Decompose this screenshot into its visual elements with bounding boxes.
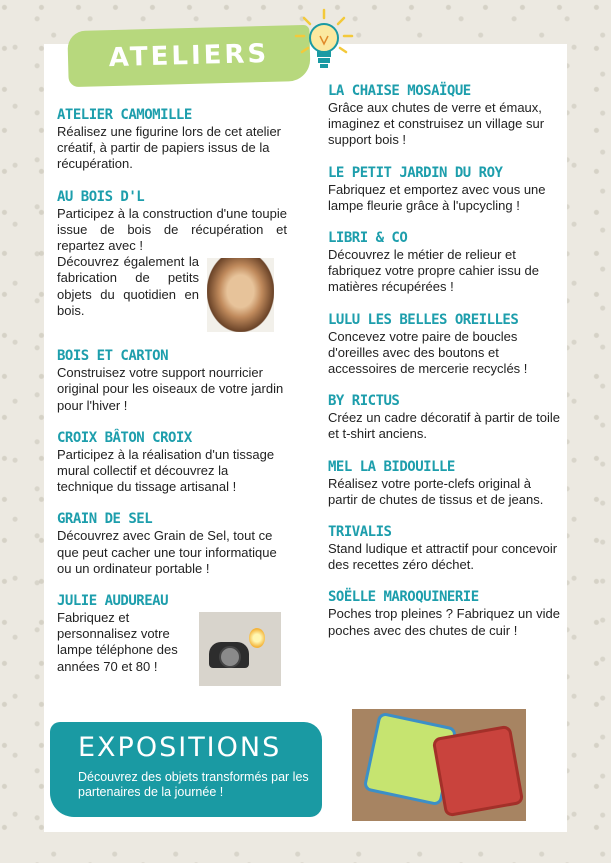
telephone-lamp-photo bbox=[199, 612, 281, 686]
atelier-name: MEL LA BIDOUILLE bbox=[328, 458, 455, 475]
atelier-description: Participez à la construction d'une toupie issue de bois de récupération et repartez avec ! bbox=[57, 205, 287, 254]
atelier-name: LA CHAISE MOSAÏQUE bbox=[328, 83, 471, 99]
atelier-description: Participez à la réalisation d'un tissage mural collectif et découvrez la technique du tissage artisanal ! bbox=[57, 446, 275, 495]
wooden-bowl-photo bbox=[207, 258, 274, 332]
atelier-name: JULIE AUDUREAU bbox=[57, 593, 169, 610]
atelier-description: Stand ludique et attractif pour concevoir des recettes zéro déchet. bbox=[328, 541, 558, 573]
atelier-libri-and-co bbox=[328, 230, 560, 296]
atelier-name: CROIX BÂTON CROIX bbox=[57, 429, 192, 446]
atelier-la-chaise-mosaique bbox=[328, 83, 560, 149]
atelier-au-bois-dl bbox=[57, 189, 287, 333]
atelier-croix-baton-croix bbox=[57, 430, 287, 496]
atelier-description: Découvrez avec Grain de Sel, tout ce que peut cacher une tour informatique ou un ordinateur portable ! bbox=[57, 528, 277, 576]
atelier-by-rictus bbox=[328, 393, 560, 442]
atelier-description: Fabriquez et emportez avec vous une lampe fleurie grâce à l'upcycling ! bbox=[328, 181, 546, 213]
atelier-description: Créez un cadre décoratif à partir de toile et t-shirt anciens. bbox=[328, 410, 560, 442]
atelier-name: TRIVALIS bbox=[328, 524, 392, 541]
atelier-description: Réalisez votre porte-clefs original à partir de chutes de tissus et de jeans. bbox=[328, 475, 544, 507]
page-title: ATELIERS bbox=[108, 38, 270, 74]
atelier-description: Concevez votre paire de boucles d'oreilles avec des boutons et accessoires de mercerie recyclés ! bbox=[328, 328, 528, 377]
atelier-name: SOËLLE MAROQUINERIE bbox=[328, 589, 479, 606]
atelier-le-petit-jardin-du-roy bbox=[328, 165, 560, 214]
lightbulb-icon bbox=[292, 6, 356, 76]
atelier-name: AU BOIS D'L bbox=[57, 188, 145, 205]
expositions-text: Découvrez des objets transformés par les partenaires de la journée ! bbox=[78, 770, 309, 799]
atelier-bois-et-carton bbox=[57, 348, 287, 414]
ateliers-left-column bbox=[57, 107, 287, 702]
atelier-lulu-les-belles-oreilles bbox=[328, 312, 560, 378]
atelier-camomille bbox=[57, 107, 287, 173]
atelier-description: Découvrez le métier de relieur et fabriquez votre propre cahier issu de matières récupérées ! bbox=[328, 247, 540, 295]
expositions-title: EXPOSITIONS bbox=[78, 732, 282, 763]
atelier-julie-audureau bbox=[57, 593, 287, 686]
atelier-description: Réalisez une figurine lors de cet atelier créatif, à partir de papiers issus de la récupération. bbox=[57, 124, 282, 172]
atelier-name: LULU LES BELLES OREILLES bbox=[328, 311, 519, 328]
ateliers-banner bbox=[67, 25, 310, 87]
atelier-name: BY RICTUS bbox=[328, 393, 400, 410]
atelier-name: ATELIER CAMOMILLE bbox=[57, 107, 192, 123]
atelier-mel-la-bidouille bbox=[328, 459, 560, 508]
atelier-grain-de-sel bbox=[57, 511, 287, 577]
atelier-trivalis bbox=[328, 524, 560, 573]
atelier-description: Fabriquez et personnalisez votre lampe téléphone des années 70 et 80 ! bbox=[57, 610, 178, 674]
ateliers-right-column bbox=[328, 83, 560, 655]
atelier-description: Grâce aux chutes de verre et émaux, imaginez et construisez un village sur support bois ! bbox=[328, 100, 545, 148]
atelier-description: Construisez votre support nourricier original pour les oiseaux de votre jardin pour l'hiver ! bbox=[57, 365, 284, 413]
atelier-soelle-maroquinerie bbox=[328, 589, 560, 638]
expositions-box bbox=[50, 722, 322, 817]
atelier-name: GRAIN DE SEL bbox=[57, 511, 153, 528]
atelier-name: LIBRI & CO bbox=[328, 230, 408, 247]
atelier-description-continued: Découvrez également la fabrication de petits objets du quotidien en bois. bbox=[57, 254, 199, 318]
leather-pouches-photo bbox=[352, 709, 526, 821]
atelier-name: LE PETIT JARDIN DU ROY bbox=[328, 164, 503, 181]
atelier-description: Poches trop pleines ? Fabriquez un vide poches avec des chutes de cuir ! bbox=[328, 606, 560, 638]
atelier-name: BOIS ET CARTON bbox=[57, 348, 169, 365]
